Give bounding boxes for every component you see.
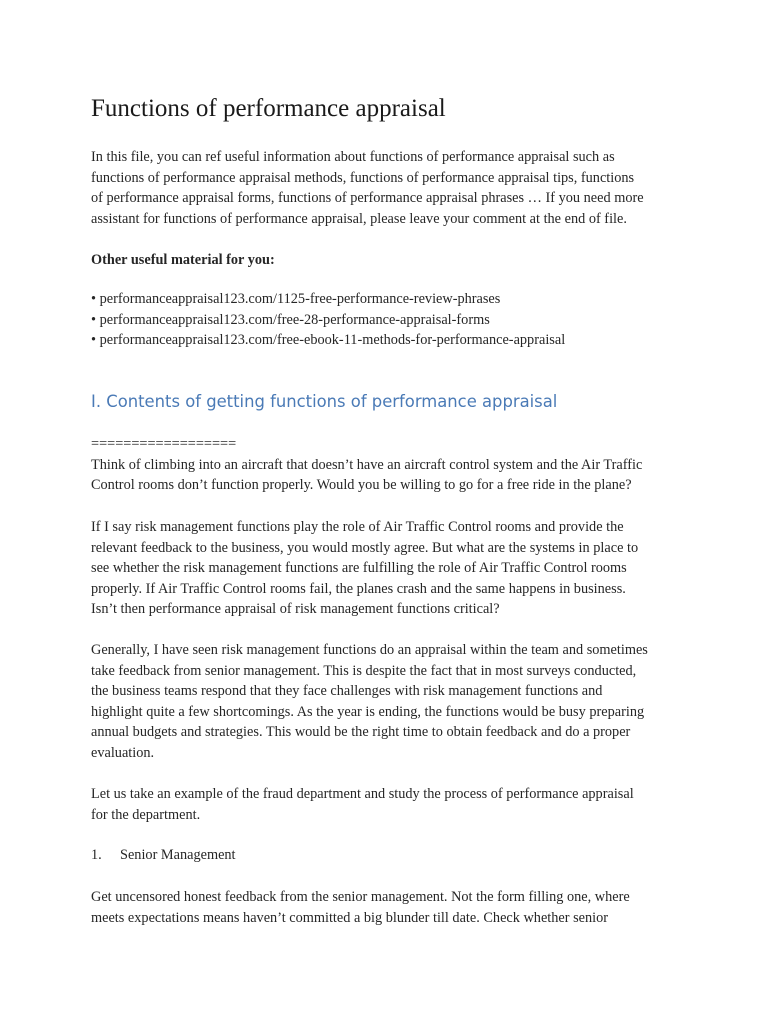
other-material-heading: Other useful material for you: [91,252,275,268]
para2-line: relevant feedback to the business, you would mostly agree. But what are the systems in place to [91,539,639,556]
separator: ================== [91,436,237,452]
para2-line: properly. If Air Traffic Control rooms fail, the planes crash and the same happens in business. [91,580,626,597]
intro-line: assistant for functions of performance appraisal, please leave your comment at the end of file. [91,210,627,227]
numbered-item-label: Senior Management [120,847,236,863]
para4-line: for the department. [91,806,201,823]
paragraph-5 [91,887,630,928]
numbered-item [91,845,236,866]
link-item[interactable]: • performanceappraisal123.com/free-ebook-11-methods-for-performance-appraisal [91,332,566,349]
intro-line: In this file, you can ref useful information about functions of performance appraisal such as [91,149,615,165]
paragraph-3 [91,640,648,764]
para3-line: annual budgets and strategies. This would be the right time to obtain feedback and do a proper [91,724,631,741]
document-title: Functions of performance appraisal [91,95,446,122]
section-heading: I. Contents of getting functions of performance appraisal [91,392,558,411]
intro-line: of performance appraisal forms, functions of performance appraisal phrases … If you need more [91,190,644,207]
link-item[interactable]: • performanceappraisal123.com/free-28-performance-appraisal-forms [91,311,490,328]
intro-paragraph [91,147,644,229]
paragraph-4 [91,784,634,825]
links-list [91,289,565,351]
para1-line: Control rooms don’t function properly. Would you be willing to go for a free ride in the plane? [91,477,632,494]
numbered-item-number: 1. [91,847,102,863]
para2-line: Isn’t then performance appraisal of risk management functions critical? [91,601,500,618]
para3-line: highlight quite a few shortcomings. As the year is ending, the functions would be busy preparing [91,703,645,720]
para1-line: Think of climbing into an aircraft that doesn’t have an aircraft control system and the Air Traffic [91,456,643,473]
para5-line: Get uncensored honest feedback from the senior management. Not the form filling one, where [91,889,630,905]
para2-line: If I say risk management functions play the role of Air Traffic Control rooms and provide the [91,519,624,535]
separator-and-para1 [91,434,642,496]
para3-line: the business teams respond that they face challenges with risk management functions and [91,683,603,700]
para3-line: Generally, I have seen risk management functions do an appraisal within the team and sometimes [91,642,648,658]
para2-line: see whether the risk management functions are fulfilling the role of Air Traffic Control rooms [91,560,627,577]
para3-line: take feedback from senior management. This is despite the fact that in most surveys conducted, [91,662,637,679]
para3-line: evaluation. [91,744,155,761]
intro-line: functions of performance appraisal methods, functions of performance appraisal tips, functions [91,169,635,186]
para5-line: meets expectations means haven’t committed a big blunder till date. Check whether senior [91,909,609,926]
para4-line: Let us take an example of the fraud department and study the process of performance appraisal [91,786,634,802]
paragraph-2 [91,517,638,620]
link-item[interactable]: • performanceappraisal123.com/1125-free-performance-review-phrases [91,291,501,307]
